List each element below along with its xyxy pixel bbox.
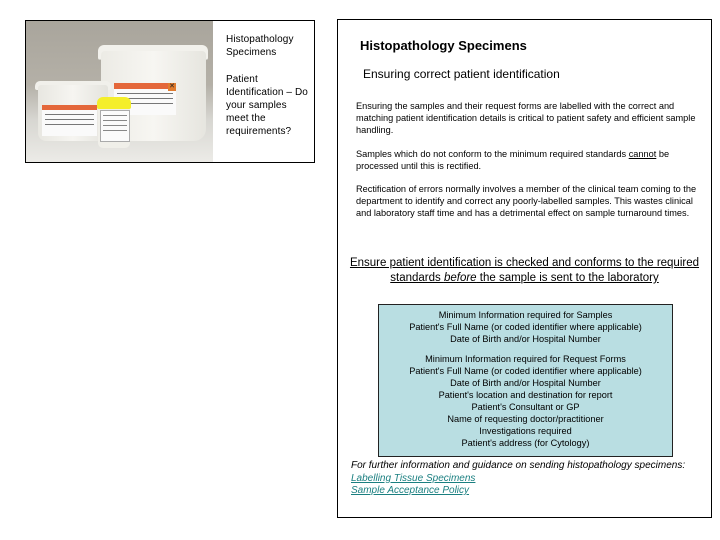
sample-acceptance-policy-link[interactable]: Sample Acceptance Policy xyxy=(351,485,470,496)
title-slide-panel xyxy=(25,20,315,163)
samples-item: Patient's Full Name (or coded identifier where applicable) xyxy=(409,322,642,332)
further-info-section xyxy=(351,460,691,498)
medium-tub-label xyxy=(42,105,97,136)
request-forms-requirements xyxy=(379,353,672,449)
left-title: Histopathology Specimens xyxy=(226,34,294,58)
specimen-containers-photo xyxy=(26,21,213,162)
ensure-callout: Ensure patient identification is checked and conforms to the required standards before the sample is sent to the laboratory xyxy=(349,257,700,284)
forms-item: Patient's address (for Cytology) xyxy=(461,438,590,448)
left-subtitle: Patient Identification – Do your samples meet the requirements? xyxy=(226,74,308,137)
content-slide-panel xyxy=(337,19,712,518)
page-subtitle: Ensuring correct patient identification xyxy=(363,67,560,81)
page-title: Histopathology Specimens xyxy=(360,38,527,53)
rectification-paragraph: Rectification of errors normally involves a member of the clinical team coming to the department to identify and correct any poorly-labelled samples. This wastes clinical and laboratory staff time and has a detrimental effect on sample turnaround times. xyxy=(356,184,697,218)
forms-item: Name of requesting doctor/practitioner xyxy=(447,414,604,424)
nonconformance-paragraph: Samples which do not conform to the minimum required standards cannot be processed until this is rectified. xyxy=(356,149,670,171)
cannot-emphasis: cannot xyxy=(628,149,657,159)
yellow-jar-lid xyxy=(97,97,131,109)
forms-item: Patient's Consultant or GP xyxy=(471,402,580,412)
forms-item: Patient's location and destination for report xyxy=(438,390,613,400)
forms-item: Patient's Full Name (or coded identifier where applicable) xyxy=(409,366,642,376)
samples-requirements xyxy=(379,309,672,345)
further-info-text: For further information and guidance on sending histopathology specimens: xyxy=(351,460,686,471)
title-slide-text xyxy=(226,33,311,152)
forms-item: Date of Birth and/or Hospital Number xyxy=(450,378,601,388)
hazard-icon: ✕ xyxy=(169,83,175,90)
labelling-tissue-specimens-link[interactable]: Labelling Tissue Specimens xyxy=(351,472,476,484)
samples-heading: Minimum Information required for Samples xyxy=(438,310,613,320)
forms-heading: Minimum Information required for Request Forms xyxy=(425,354,626,364)
samples-item: Date of Birth and/or Hospital Number xyxy=(450,334,601,344)
jar-label xyxy=(100,110,130,142)
minimum-information-box xyxy=(378,304,673,457)
intro-paragraph: Ensuring the samples and their request forms are labelled with the correct and matching patient identification details is critical to patient safety and efficient sample handling. xyxy=(356,101,696,135)
forms-item: Investigations required xyxy=(479,426,572,436)
before-emphasis: before xyxy=(443,272,477,284)
